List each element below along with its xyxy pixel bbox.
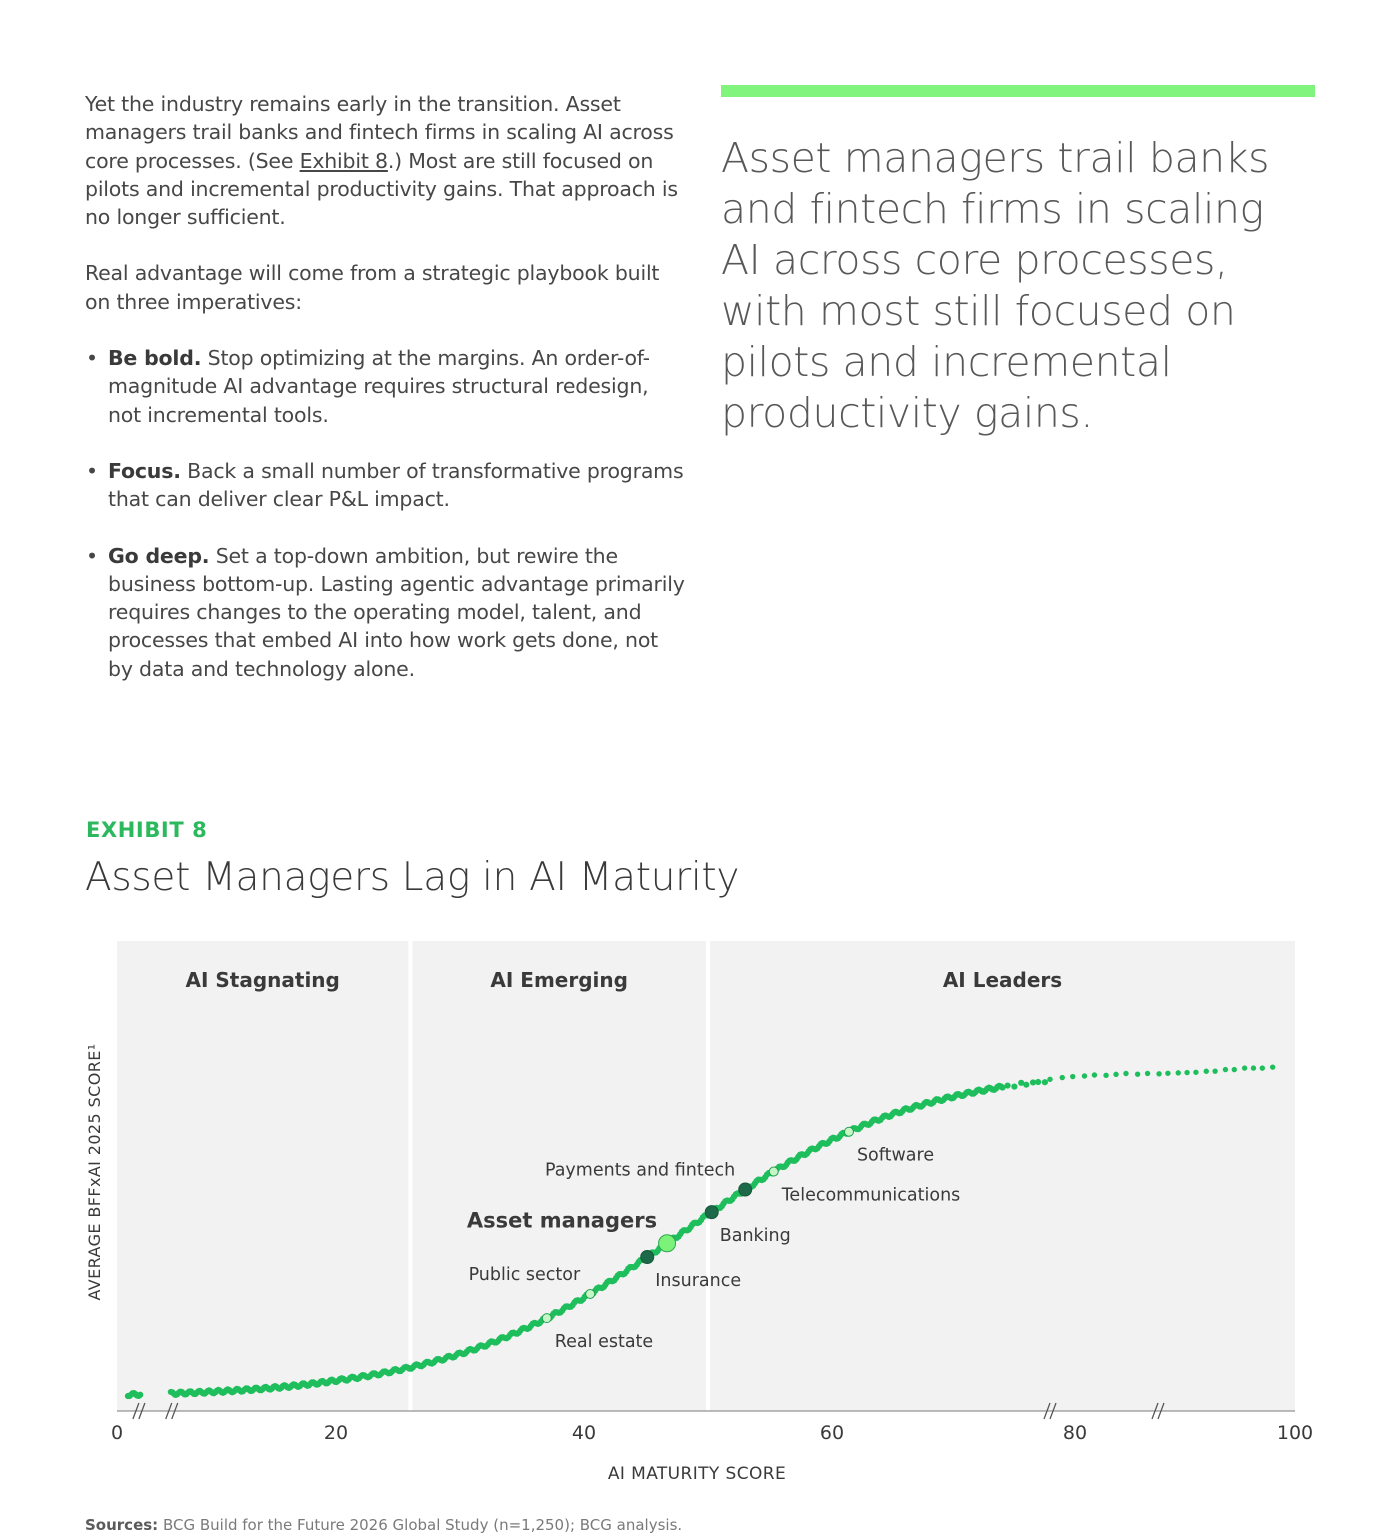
x-axis-title: AI MATURITY SCORE [607,1464,787,1484]
curve-point [1135,1071,1140,1076]
curve-point [1251,1065,1256,1070]
public-sector-label: Public sector [468,1264,581,1285]
x-tick-label: 40 [571,1422,597,1444]
curve-point [1145,1071,1150,1076]
pull-quote: Asset managers trail banks and fintech firms in scaling AI across core processes, with most still focused on pilots and incremental productivity gains. [721,134,1270,437]
x-tick-label: 20 [323,1422,349,1444]
curve-point [1060,1075,1065,1080]
curve-point [1223,1067,1228,1072]
banking-marker [705,1206,718,1219]
bullet-icon: • [86,543,98,568]
curve-point [1232,1067,1237,1072]
zone-label: AI Leaders [942,968,1063,992]
curve-point [1123,1071,1128,1076]
y-axis-title: AVERAGE BFFxAI 2025 SCORE¹ [85,1043,104,1301]
curve-point [1035,1079,1041,1085]
curve-point [1023,1082,1029,1088]
curve-point [1082,1073,1087,1078]
insurance-label: Insurance [655,1270,742,1291]
zone-ai-stagnating [117,941,408,1411]
curve-point [1270,1064,1275,1069]
zone-label: AI Emerging [490,968,628,992]
curve-point [1242,1065,1247,1070]
x-tick-label: 80 [1062,1422,1088,1444]
curve-point [1204,1069,1209,1074]
x-tick-label: 0 [110,1422,124,1444]
list-item: • Focus. Back a small number of transformative programs that can deliver clear P&L impact. [86,458,684,512]
curve-point [1156,1071,1161,1076]
public-sector-marker [586,1289,595,1298]
software-marker [844,1127,853,1136]
payments-and-fintech-label: Payments and fintech [544,1160,736,1181]
telecommunications-marker [769,1167,778,1176]
list-item: • Be bold. Stop optimizing at the margins. An order-of-magnitude AI advantage requires structural redesign, not incremental tools. [86,346,650,427]
curve-point [1176,1070,1181,1075]
exhibit-8-link[interactable]: Exhibit 8 [299,148,388,173]
curve-point [1165,1071,1170,1076]
x-tick-label: 100 [1276,1422,1314,1444]
callout-accent-bar [721,85,1315,97]
real-estate-marker [542,1314,551,1323]
telecommunications-label: Telecommunications [781,1185,961,1206]
body-text [85,90,685,711]
exhibit-label: EXHIBIT 8 [86,818,208,842]
software-label: Software [856,1145,935,1166]
exhibit-title: Asset Managers Lag in AI Maturity [85,855,740,900]
curve-point [1047,1077,1052,1082]
sources-footnote: Sources: BCG Build for the Future 2026 Global Study (n=1,250); BCG analysis. [85,1516,683,1534]
curve-point [1103,1073,1108,1078]
curve-point [1011,1084,1017,1090]
real-estate-label: Real estate [554,1332,654,1353]
insurance-marker [641,1250,654,1263]
curve-point [1042,1079,1048,1085]
curve-point [1260,1065,1265,1070]
list-item: • Go deep. Set a top-down ambition, but rewire the business bottom-up. Lasting agentic advantage primarily requires changes to the operating model, talent, and processes that embed AI into how work gets done, not by data and technology alone. [86,543,685,681]
x-tick-label: 60 [819,1422,845,1444]
curve-point [1113,1072,1118,1077]
ai-maturity-chart [0,920,1400,1510]
curve-point [1193,1070,1198,1075]
zone-ai-leaders [710,941,1295,1411]
paragraph-playbook: Real advantage will come from a strategic playbook built on three imperatives: [85,261,660,314]
asset-managers-marker [659,1235,676,1252]
curve-point [137,1392,143,1398]
curve-point [1070,1074,1075,1079]
asset-managers-label: Asset managers [466,1208,658,1233]
bullet-icon: • [86,458,98,483]
curve-point [1092,1072,1097,1077]
imperatives-list [85,344,685,683]
bullet-icon: • [86,346,98,371]
curve-point [1005,1082,1011,1088]
banking-label: Banking [719,1226,791,1247]
curve-point [1212,1068,1217,1073]
paragraph-intro: Yet the industry remains early in the transition. Asset managers trail banks and fintech firms in scaling AI across core processes. (See Exhibit 8.) Most are still focused on pilots and incremental productivity gains. That approach is no longer sufficient. [85,92,678,230]
zone-label: AI Stagnating [185,968,340,992]
payments-and-fintech-marker [739,1183,752,1196]
curve-point [1184,1070,1189,1075]
